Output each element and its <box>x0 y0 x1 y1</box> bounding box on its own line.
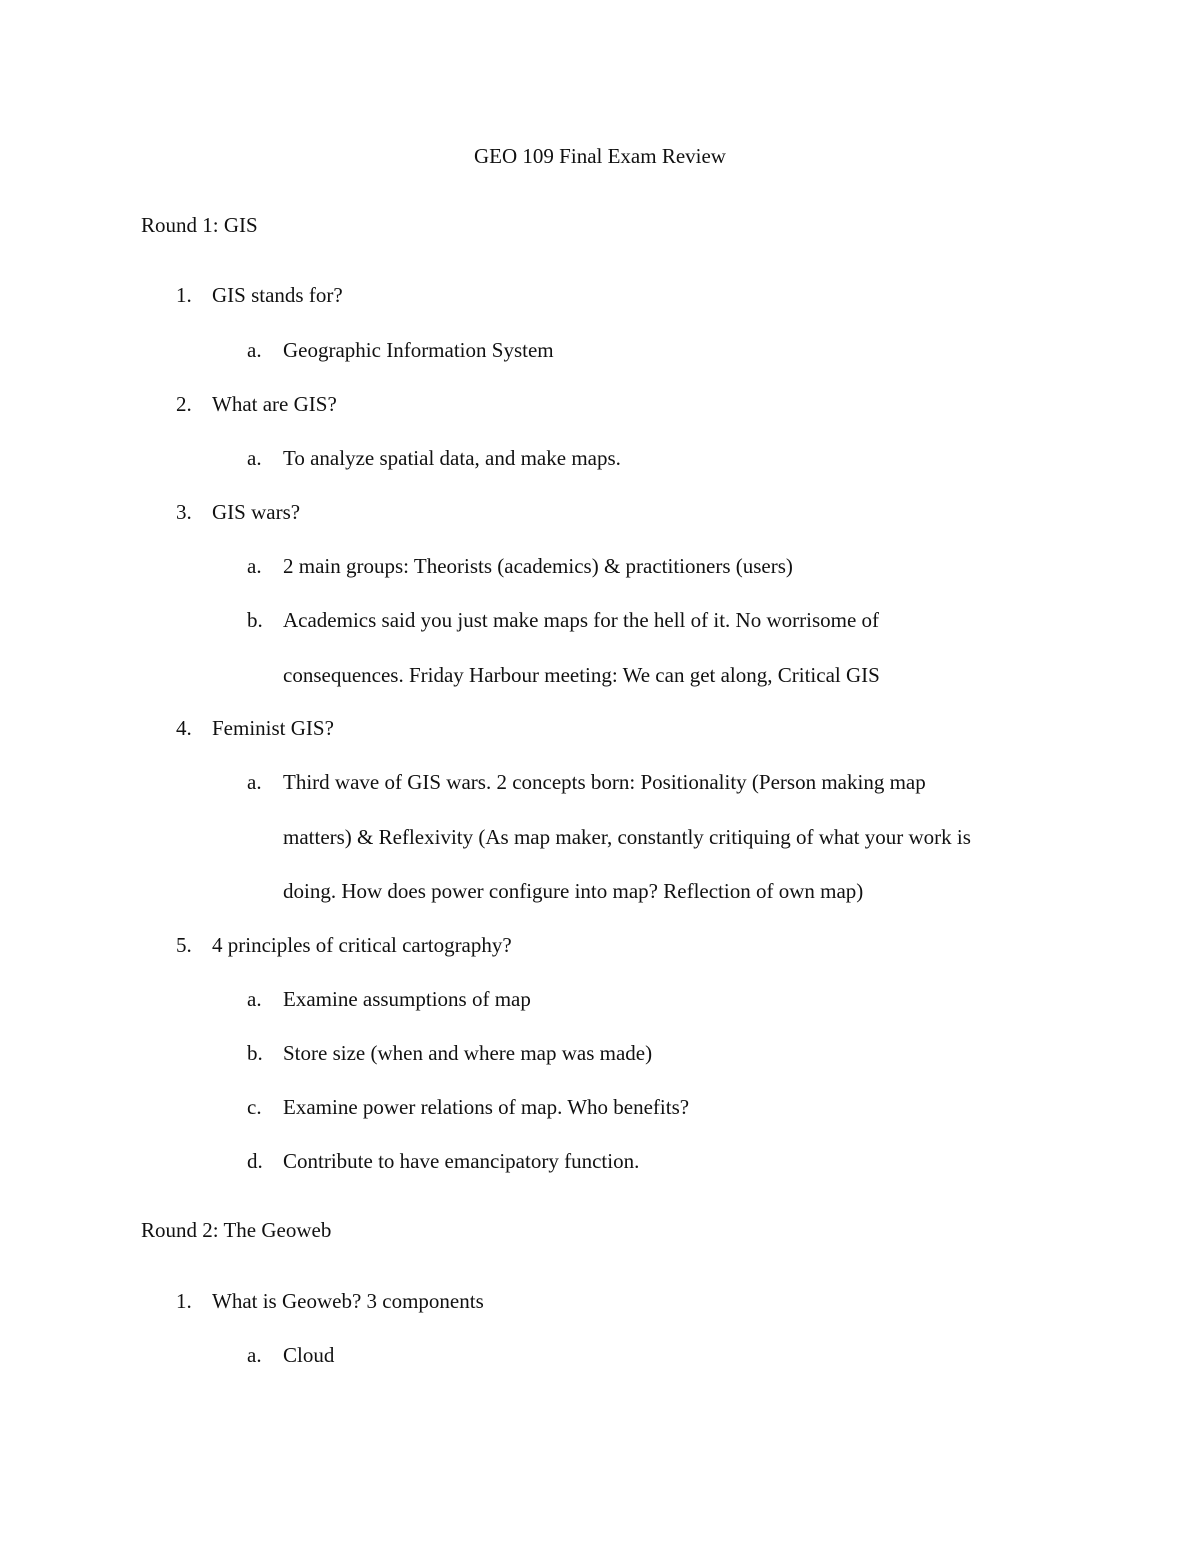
answer-text: Geographic Information System <box>283 338 554 362</box>
round-heading: Round 2: The Geoweb <box>141 1218 332 1242</box>
answer-text: Examine assumptions of map <box>283 987 531 1011</box>
question-number: 1. <box>176 283 192 307</box>
question-number: 2. <box>176 392 192 416</box>
question-number: 1. <box>176 1289 192 1313</box>
question-number: 5. <box>176 933 192 957</box>
answer-text: Examine power relations of map. Who benefits? <box>283 1095 690 1119</box>
answer-text: Contribute to have emancipatory function. <box>283 1149 640 1173</box>
answer-letter: d. <box>247 1149 263 1173</box>
question-text: Feminist GIS? <box>212 716 334 740</box>
question-text: What are GIS? <box>212 392 337 416</box>
answer-text-continued: matters) & Reflexivity (As map maker, constantly critiquing of what your work is <box>283 825 971 849</box>
question-text: GIS wars? <box>212 500 301 524</box>
answer-text: Academics said you just make maps for the hell of it. No worrisome of <box>283 608 880 632</box>
question-number: 3. <box>176 500 192 524</box>
answer-letter: a. <box>247 1343 262 1367</box>
round-heading: Round 1: GIS <box>141 213 258 237</box>
answer-letter: b. <box>247 608 263 632</box>
answer-text: Cloud <box>283 1343 335 1367</box>
answer-letter: a. <box>247 554 262 578</box>
answer-text: Store size (when and where map was made) <box>283 1041 653 1065</box>
answer-letter: a. <box>247 987 262 1011</box>
answer-text-continued: doing. How does power configure into map? Reflection of own map) <box>283 879 864 903</box>
question-text: 4 principles of critical cartography? <box>212 933 512 957</box>
answer-letter: b. <box>247 1041 263 1065</box>
question-text: What is Geoweb? 3 components <box>212 1289 484 1313</box>
answer-letter: a. <box>247 446 262 470</box>
answer-text-continued: consequences. Friday Harbour meeting: We can get along, Critical GIS <box>283 663 880 687</box>
answer-text: Third wave of GIS wars. 2 concepts born: Positionality (Person making map <box>283 770 926 794</box>
answer-text: 2 main groups: Theorists (academics) & practitioners (users) <box>283 554 793 578</box>
answer-letter: a. <box>247 338 262 362</box>
question-text: GIS stands for? <box>212 283 343 307</box>
page-title: GEO 109 Final Exam Review <box>474 144 726 168</box>
question-number: 4. <box>176 716 192 740</box>
answer-letter: c. <box>247 1095 262 1119</box>
answer-text: To analyze spatial data, and make maps. <box>283 446 621 470</box>
answer-letter: a. <box>247 770 262 794</box>
